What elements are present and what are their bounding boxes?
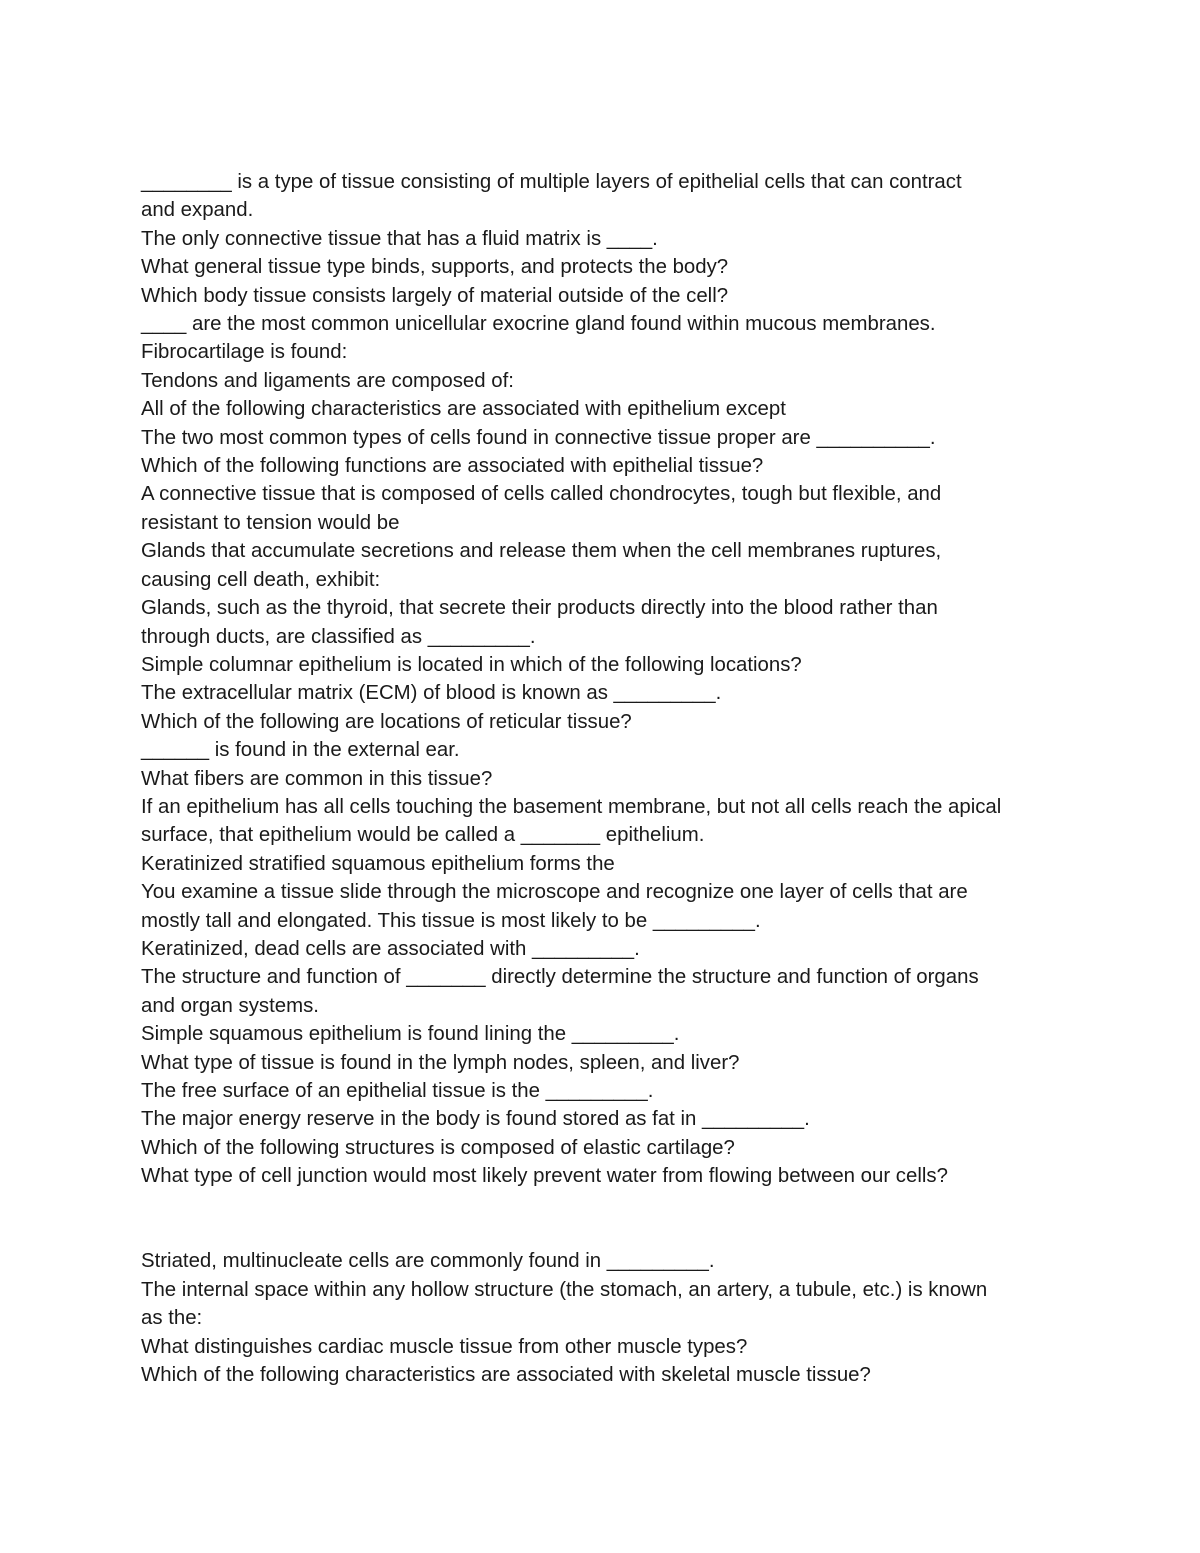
text-line: A connective tissue that is composed of cells called chondrocytes, tough but flexible, and xyxy=(141,483,942,506)
text-line: and organ systems. xyxy=(141,994,319,1017)
text-line: The two most common types of cells found in connective tissue proper are __________. xyxy=(141,426,936,449)
text-line: What type of cell junction would most likely prevent water from flowing between our cells? xyxy=(141,1165,948,1188)
text-line: The free surface of an epithelial tissue is the _________. xyxy=(141,1080,654,1102)
text-line: Which of the following structures is composed of elastic cartilage? xyxy=(141,1136,735,1159)
text-line: The extracellular matrix (ECM) of blood is known as _________. xyxy=(141,682,722,705)
text-line: ______ is found in the external ear. xyxy=(141,739,460,762)
text-line: ____ are the most common unicellular exocrine gland found within mucous membranes. xyxy=(141,313,936,336)
text-line: as the: xyxy=(141,1307,203,1330)
text-line: Keratinized stratified squamous epithelium forms the xyxy=(141,852,615,875)
text-line: Which of the following characteristics are associated with skeletal muscle tissue? xyxy=(141,1364,871,1387)
text-line: Which body tissue consists largely of material outside of the cell? xyxy=(141,284,729,307)
text-line: The only connective tissue that has a fluid matrix is ____. xyxy=(141,227,658,250)
text-line: and expand. xyxy=(141,199,254,222)
section-gap xyxy=(141,1191,1061,1248)
text-line: causing cell death, exhibit: xyxy=(141,568,381,591)
text-line: Striated, multinucleate cells are commonly found in _________. xyxy=(141,1250,715,1273)
question-list-section-2 xyxy=(141,1247,1061,1389)
text-line: What distinguishes cardiac muscle tissue from other muscle types? xyxy=(141,1335,748,1358)
text-line: What type of tissue is found in the lymph nodes, spleen, and liver? xyxy=(141,1051,740,1074)
text-line: Glands, such as the thyroid, that secrete their products directly into the blood rather than xyxy=(141,597,938,620)
text-line: If an epithelium has all cells touching the basement membrane, but not all cells reach the apical xyxy=(141,795,1002,818)
question-list-section-1 xyxy=(141,168,1061,1191)
text-line: resistant to tension would be xyxy=(141,511,400,534)
document-body xyxy=(141,168,1061,1389)
text-line: Tendons and ligaments are composed of: xyxy=(141,369,514,392)
text-line: Which of the following functions are associated with epithelial tissue? xyxy=(141,455,764,478)
text-line: The major energy reserve in the body is found stored as fat in _________. xyxy=(141,1108,810,1131)
text-line: mostly tall and elongated. This tissue is most likely to be _________. xyxy=(141,909,761,932)
text-line: Which of the following are locations of reticular tissue? xyxy=(141,710,632,733)
text-line: Simple squamous epithelium is found lining the _________. xyxy=(141,1023,680,1046)
text-line: The internal space within any hollow structure (the stomach, an artery, a tubule, etc.) is known xyxy=(141,1278,988,1301)
text-line: What general tissue type binds, supports, and protects the body? xyxy=(141,256,729,279)
text-line: The structure and function of _______ directly determine the structure and function of organs xyxy=(141,966,979,989)
text-line: You examine a tissue slide through the microscope and recognize one layer of cells that are xyxy=(141,881,968,904)
text-line: through ducts, are classified as _________. xyxy=(141,625,536,648)
text-line: All of the following characteristics are associated with epithelium except xyxy=(141,398,786,421)
text-line: What fibers are common in this tissue? xyxy=(141,767,493,790)
text-line: Glands that accumulate secretions and release them when the cell membranes ruptures, xyxy=(141,540,942,563)
text-line: ________ is a type of tissue consisting of multiple layers of epithelial cells that can contract xyxy=(141,171,962,193)
text-line: Keratinized, dead cells are associated with _________. xyxy=(141,937,640,960)
text-line: Simple columnar epithelium is located in which of the following locations? xyxy=(141,653,802,676)
text-line: surface, that epithelium would be called a _______ epithelium. xyxy=(141,824,705,847)
text-line: Fibrocartilage is found: xyxy=(141,341,348,364)
